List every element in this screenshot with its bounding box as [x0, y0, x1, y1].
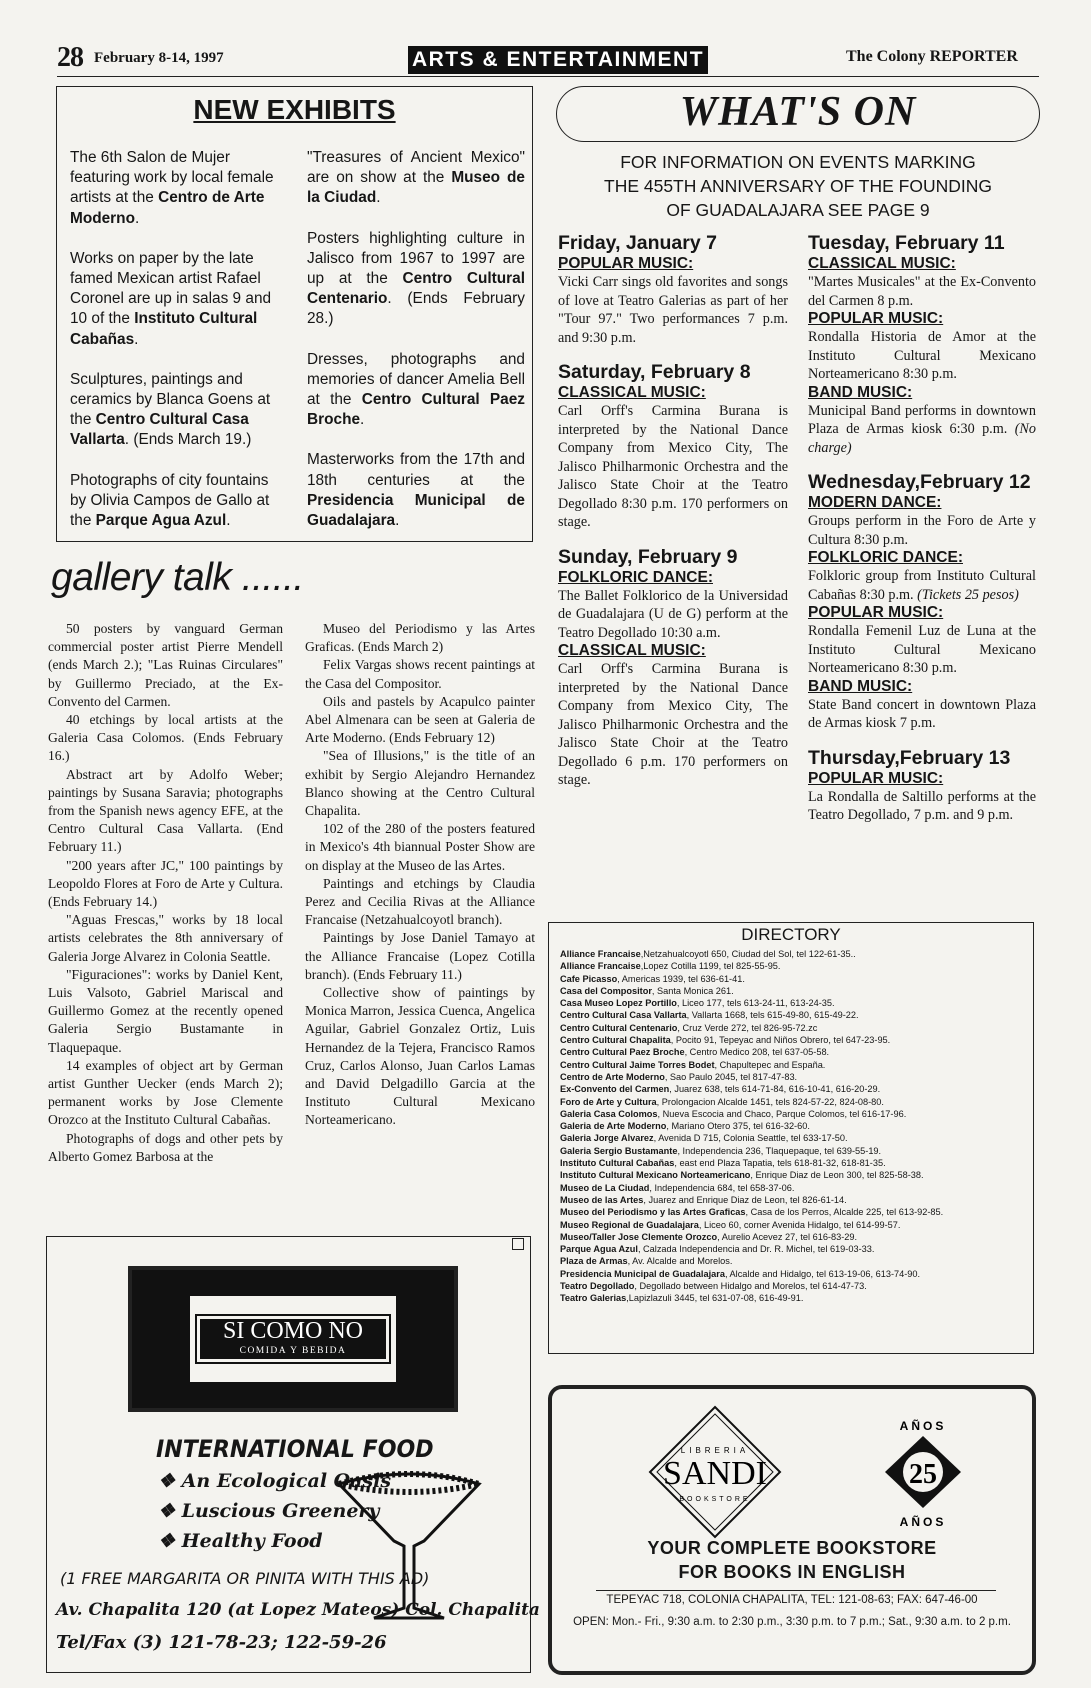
exhibit-item [70, 471, 288, 532]
directory-venue: Museo de La Ciudad [560, 1182, 650, 1193]
section-banner: ARTS & ENTERTAINMENT [408, 46, 708, 74]
directory-venue: Instituto Cultural Cabañas [560, 1158, 675, 1169]
gallery-item: Museo del Periodismo y las Artes Graficas. (Ends March 2) [305, 621, 535, 655]
exhibit-venue: Instituto Cultural Cabañas [70, 310, 258, 348]
directory-venue: Galeria de Arte Moderno [560, 1121, 667, 1132]
gallery-item: Oils and pastels by Acapulco painter Abel Almenara can be seen at Galeria de Arte Moderno. (Ends February 12) [305, 693, 535, 746]
directory-entry [560, 1022, 1030, 1034]
exhibit-text: Works on paper by the late famed Mexican artist Rafael Coronel are up in salas 9 and 10 of the [70, 249, 272, 328]
directory-venue: Plaza de Armas [560, 1256, 628, 1267]
note-line: FOR INFORMATION ON EVENTS MARKING [620, 152, 976, 172]
restaurant-promo: (1 FREE MARGARITA OR PINITA WITH THIS AD) [60, 1569, 430, 1588]
directory-venue: Casa Museo Lopez Portillo [560, 998, 677, 1009]
directory-details: , Centro Medico 208, tel 637-05-58. [684, 1047, 830, 1058]
exhibit-text: Sculptures, paintings and ceramics by Blanca Goens at the [70, 370, 271, 429]
directory-details: , Americas 1939, tel 636-61-41. [617, 973, 745, 984]
directory-venue: Museo de las Artes [560, 1194, 644, 1205]
gallery-item: Collective show of paintings by Monica Marron, Jessica Cuenca, Angelica Aguilar, Gabriel Gonzalez Ortiz, Luis Hernandez de la Tejera, Francisco Ramos Cruz, Carlos Alonso, Juan Carlos Lamas and David Delgadillo Garcia at the Instituto Cultural Mexicano Norteamericano. [305, 985, 535, 1128]
page-number: 28 [57, 42, 83, 73]
note-line: THE 455TH ANNIVERSARY OF THE FOUNDING [604, 176, 992, 196]
event-day: Thursday,February 13 [808, 746, 1011, 769]
event-category: FOLKLORIC DANCE: [808, 549, 963, 566]
directory-details: , Alcalde and Hidalgo, tel 613-19-06, 613-74-90. [724, 1268, 921, 1279]
exhibit-item [307, 350, 525, 431]
directory-details: , Juarez 638, tels 614-71-84, 616-10-41, 616-20-29. [669, 1084, 881, 1095]
directory-entry [560, 997, 1030, 1009]
directory-venue: Cafe Picasso [560, 973, 618, 984]
directory-details: ,Lapizlazuli 3445, tel 631-07-08, 616-49-91. [626, 1293, 804, 1304]
directory-details: , Av. Alcalde and Morelos. [627, 1256, 733, 1267]
directory-entry [560, 1071, 1030, 1083]
header-rule [57, 76, 1039, 77]
exhibit-text: . [360, 411, 365, 429]
event-text: Vicki Carr sings old favorites and songs of love at Teatro Galerias as part of her "Tour 97." Two performances 7 p.m. and 9:30 p.m. [558, 274, 788, 346]
gallery-talk-right-column [305, 620, 535, 1130]
exhibit-text: . (Ends March 19.) [124, 431, 252, 449]
bookstore-hours: OPEN: Mon.- Fri., 9:30 a.m. to 2:30 p.m., 3:30 p.m. to 7 p.m.; Sat., 9:30 a.m. to 2 p.m. [573, 1616, 1011, 1628]
event-day: Sunday, February 9 [558, 545, 738, 568]
gallery-talk-title: gallery talk ...... [51, 556, 304, 599]
restaurant-name: SI COMO NO [222, 1318, 363, 1344]
directory-venue: Presidencia Municipal de Guadalajara [560, 1268, 725, 1279]
event-day: Tuesday, February 11 [808, 232, 1005, 254]
directory-details: ,Lopez Cotilla 1199, tel 825-55-95. [640, 961, 781, 972]
event-description [808, 402, 1036, 458]
directory-entry [560, 1120, 1030, 1132]
directory-venue: Teatro Galerias [560, 1293, 627, 1304]
directory-details: , Chapultepec and España. [714, 1059, 826, 1070]
gallery-item: 50 posters by vanguard German commercial poster artist Pierre Mendell (ends March 2.); "Las Ruinas Circulares" by Guillermo Preciado, at the Ex-Convento del Carmen. [48, 621, 283, 709]
directory-venue: Centro Cultural Jaime Torres Bodet [560, 1059, 715, 1070]
directory-details: , Independencia 236, Tlaquepaque, tel 639-55-19. [677, 1145, 882, 1156]
event-category: MODERN DANCE: [808, 494, 942, 511]
directory-entry [560, 1182, 1030, 1194]
directory-entry [560, 948, 1030, 960]
new-exhibits-left-column [70, 148, 288, 551]
exhibit-item [307, 229, 525, 330]
directory-entry [560, 1145, 1030, 1157]
exhibit-venue: Centro Cultural Paez Broche [307, 391, 525, 429]
event-description [808, 788, 1036, 825]
directory-venue: Alliance Francaise [560, 949, 641, 959]
event-day: Friday, January 7 [558, 232, 717, 254]
bookstore-bottom-arc: BOOKSTORE [679, 1496, 751, 1503]
directory-venue: Foro de Arte y Cultura [560, 1096, 657, 1107]
directory-details: , Aurelio Acevez 27, tel 616-83-29. [717, 1231, 858, 1242]
directory-entry [560, 1219, 1030, 1231]
event-text: Carl Orff's Carmina Burana is interpreted by the National Dance Company from Mexico City, The Jalisco Philharmonic Orchestra and the Jalisco State Choir at the Teatro Degollado 8:30 p.m. 170 performers on stage. [558, 403, 788, 530]
restaurant-subtitle: COMIDA Y BEBIDA [239, 1346, 347, 1356]
event-description [808, 328, 1036, 384]
directory-entry [560, 1206, 1030, 1218]
directory-entry [560, 1096, 1030, 1108]
exhibit-text: . [376, 189, 381, 207]
directory-details: , Enrique Diaz de Leon 300, tel 825-58-38. [750, 1170, 924, 1181]
directory-details: , Santa Monica 261. [651, 985, 734, 996]
directory-venue: Museo/Taller Jose Clemente Orozco [560, 1231, 718, 1242]
event-text: State Band concert in downtown Plaza de Armas kiosk 7 p.m. [808, 696, 1036, 731]
restaurant-phone: Tel/Fax (3) 121-78-23; 122-59-26 [56, 1632, 387, 1653]
directory-venue: Centro Cultural Centenario [560, 1022, 678, 1033]
event-description [808, 512, 1036, 549]
directory-entry [560, 1268, 1030, 1280]
directory-details: , Liceo 177, tels 613-24-11, 613-24-35. [676, 998, 835, 1009]
directory-details: , Vallarta 1668, tels 615-49-80, 615-49-22. [686, 1010, 859, 1021]
exhibit-text: Dresses, photographs and memories of dancer Amelia Bell at the [307, 350, 525, 409]
directory-venue: Ex-Convento del Carmen [560, 1084, 670, 1095]
directory-details: , east end Plaza Tapatia, tels 618-81-32, 618-81-35. [674, 1158, 886, 1169]
bookstore-name: SANDI [663, 1455, 767, 1492]
exhibit-item [307, 450, 525, 531]
event-text: Rondalla Historia de Amor at the Instituto Cultural Mexicano Norteamericano 8:30 p.m. [808, 329, 1036, 382]
directory-entry [560, 1132, 1030, 1144]
directory-venue: Museo Regional de Guadalajara [560, 1219, 699, 1230]
bookstore-rule [596, 1590, 996, 1591]
exhibit-text: Photographs of city fountains by Olivia Campos de Gallo at the [70, 471, 270, 530]
event-category: POPULAR MUSIC: [558, 255, 694, 272]
event-text: Rondalla Femenil Luz de Luna at the Instituto Cultural Mexicano Norteamericano 8:30 p.m. [808, 623, 1036, 676]
directory-venue: Galeria Jorge Alvarez [560, 1133, 654, 1144]
directory-venue: Centro de Arte Moderno [560, 1071, 665, 1082]
directory-entry [560, 1280, 1030, 1292]
event-category: FOLKLORIC DANCE: [558, 568, 713, 586]
exhibit-text: . [226, 512, 231, 530]
badge-number: 25 [909, 1459, 937, 1490]
event-description [808, 696, 1036, 733]
restaurant-headline: INTERNATIONAL FOOD [156, 1435, 434, 1463]
event-text: Folkloric group from Instituto Cultural Cabañas 8:30 p.m. [808, 568, 1036, 603]
exhibit-venue: Centro de Arte Moderno [70, 189, 265, 227]
directory-details: , Prolongacion Alcalde 1451, tels 824-57-22, 824-08-80. [656, 1096, 884, 1107]
exhibit-text: . (Ends February 28.) [307, 290, 525, 328]
directory-entry [560, 960, 1030, 972]
directory-details: , Juarez and Enrique Diaz de Leon, tel 826-61-14. [643, 1194, 847, 1205]
exhibit-item [70, 148, 288, 229]
event-text: Carl Orff's Carmina Burana is interpreted by the National Dance Company from Mexico City, The Jalisco Philharmonic Orchestra and the Jalisco State Choir at the Teatro Degollado 6 p.m. 170 performers on stage. [558, 661, 788, 788]
gallery-item: 102 of the 280 of the posters featured in Mexico's 4th biannual Poster Show are on display at the Museo de las Artes. [305, 821, 535, 873]
directory-details: , Casa de los Perros, Alcalde 225, tel 613-92-85. [745, 1207, 944, 1218]
directory-entry [560, 1034, 1030, 1046]
directory-venue: Centro Cultural Paez Broche [560, 1047, 685, 1058]
gallery-item: "200 years after JC," 100 paintings by Leopoldo Flores at Foro de Arte y Cultura. (Ends February 14.) [48, 857, 283, 910]
directory-venue: Galeria Casa Colomos [560, 1108, 658, 1119]
directory-venue: Centro Cultural Chapalita [560, 1035, 671, 1046]
directory-venue: Galeria Sergio Bustamante [560, 1145, 678, 1156]
exhibit-venue: Parque Agua Azul [95, 512, 227, 530]
event-text: Municipal Band performs in downtown Plaza de Armas kiosk 6:30 p.m. [808, 402, 1036, 437]
directory-venue: Teatro Degollado [560, 1281, 635, 1292]
exhibit-text: The 6th Salon de Mujer featuring work by local female artists at the [70, 149, 274, 207]
directory-entry [560, 1157, 1030, 1169]
event-category: BAND MUSIC: [808, 677, 913, 695]
gallery-item: 14 examples of object art by German artist Gunther Uecker (ends March 2); permanent works by Jose Clemente Orozco at the Instituto Cultural Cabañas. [48, 1057, 283, 1128]
event-day: Wednesday,February 12 [808, 471, 1031, 493]
directory-details: , Pocito 91, Tepeyac and Niños Obrero, tel 647-23-95. [670, 1035, 891, 1046]
restaurant-address: Av. Chapalita 120 (at Lopez Mateos) Col. Chapalita [56, 1600, 540, 1620]
badge-bottom-text: AÑOS [899, 1515, 947, 1528]
directory-details: , Avenida D 715, Colonia Seattle, tel 633-17-50. [653, 1133, 848, 1144]
directory-entry [560, 1059, 1030, 1071]
event-text: Groups perform in the Foro de Arte y Cultura 8:30 p.m. [808, 513, 1036, 548]
directory-entry [560, 1231, 1030, 1243]
event-description [558, 587, 788, 643]
directory-entry [560, 1255, 1030, 1267]
directory-list [560, 948, 1030, 1305]
whats-on-right-column [808, 232, 1036, 825]
exhibit-venue: Museo de la Ciudad [307, 169, 525, 207]
exhibit-text: . [395, 512, 400, 530]
exhibit-text: . [134, 330, 139, 348]
directory-venue: Museo del Periodismo y las Artes Graficas [560, 1207, 746, 1218]
event-description [808, 567, 1036, 604]
event-description [558, 402, 788, 532]
event-category: BAND MUSIC: [808, 383, 913, 401]
publication-name: The Colony REPORTER [846, 48, 1018, 65]
directory-entry [560, 1009, 1030, 1021]
badge-top-text: AÑOS [899, 1419, 947, 1433]
gallery-item: Abstract art by Adolfo Weber; paintings by Susana Saravia; photographs from the Spanish news agency EFE, at the Centro Cultural Casa Vallarta. (End February 11.) [48, 766, 283, 855]
gallery-item: "Sea of Illusions," is the title of an exhibit by Sergio Alejandro Hernandez Blanco showing at the Centro Cultural Chapalita. [305, 748, 535, 819]
directory-details: , Cruz Verde 272, tel 826-95-72.zc [677, 1022, 818, 1033]
exhibit-text: Posters highlighting culture in Jalisco from 1967 to 1997 are up at the [307, 229, 525, 288]
directory-venue: Parque Agua Azul [560, 1244, 638, 1255]
directory-venue: Casa del Compositor [560, 985, 652, 996]
directory-details: , Mariano Otero 375, tel 616-32-60. [666, 1121, 810, 1132]
gallery-item: Paintings and etchings by Claudia Perez and Cecilia Rivas at the Alliance Francaise (Netzahualcoyotl branch). [305, 875, 535, 928]
exhibit-venue: Presidencia Municipal de Guadalajara [307, 491, 525, 530]
directory-details: , Liceo 60, corner Avenida Hidalgo, tel 614-99-57. [698, 1219, 901, 1230]
event-category: CLASSICAL MUSIC: [558, 642, 706, 659]
event-category: POPULAR MUSIC: [808, 604, 944, 621]
directory-entry [560, 1083, 1030, 1095]
exhibit-venue: Centro Cultural Casa Vallarta [70, 411, 249, 449]
exhibit-text: Masterworks from the 17th and 18th centuries at the [307, 451, 525, 489]
exhibit-text: . [134, 209, 140, 227]
event-description [808, 273, 1036, 310]
bookstore-logo [648, 1405, 782, 1539]
event-text: The Ballet Folklorico de la Universidad de Guadalajara (U de G) perform at the Teatro Degollado 10:30 a.m. [558, 587, 788, 641]
directory-entry [560, 1194, 1030, 1206]
directory-venue: Instituto Cultural Mexicano Norteamericano [560, 1170, 751, 1181]
directory-details: , Nueva Escocia and Chaco, Parque Colomos, tel 616-17-96. [657, 1108, 907, 1119]
directory-details: , Independencia 684, tel 658-37-06. [649, 1182, 795, 1193]
gallery-item: Photographs of dogs and other pets by Alberto Gomez Barbosa at the [48, 1130, 283, 1164]
directory-entry [560, 1169, 1030, 1181]
gallery-item: Felix Vargas shows recent paintings at the Casa del Compositor. [305, 657, 535, 691]
event-description [808, 622, 1036, 678]
new-exhibits-right-column [307, 148, 525, 551]
restaurant-bullet: ❖ Healthy Food [158, 1530, 323, 1552]
directory-details: , Sao Paulo 2045, tel 817-47-83. [664, 1071, 798, 1082]
exhibit-item [70, 370, 288, 451]
bookstore-top-arc: LIBRERIA [680, 1446, 750, 1455]
whats-on-note [556, 150, 1040, 222]
directory-details: , Calzada Independencia and Dr. R. Michel, tel 619-03-33. [637, 1244, 875, 1255]
event-description [558, 660, 788, 790]
directory-entry [560, 1243, 1030, 1255]
event-category: CLASSICAL MUSIC: [808, 255, 956, 272]
event-text: La Rondalla de Saltillo performs at the Teatro Degollado, 7 p.m. and 9 p.m. [808, 788, 1036, 823]
event-note: (No charge) [808, 421, 1036, 456]
bookstore-address: TEPEYAC 718, COLONIA CHAPALITA, TEL: 121-08-63; FAX: 647-46-00 [606, 1594, 978, 1606]
anniversary-badge [878, 1416, 968, 1528]
bookstore-slogan: YOUR COMPLETE BOOKSTORE [647, 1538, 937, 1558]
new-exhibits-title: NEW EXHIBITS [193, 94, 396, 125]
directory-venue: Centro Cultural Casa Vallarta [560, 1010, 687, 1021]
note-line: OF GUADALAJARA SEE PAGE 9 [666, 200, 930, 220]
restaurant-bullet: ❖ An Ecological Oasis [158, 1470, 392, 1492]
gallery-talk-left-column [48, 620, 283, 1166]
bookstore-slogan: FOR BOOKS IN ENGLISH [678, 1562, 906, 1582]
directory-entry [560, 973, 1030, 985]
directory-entry [560, 985, 1030, 997]
directory-entry [560, 1292, 1030, 1304]
event-text: "Martes Musicales" at the Ex-Convento del Carmen 8 p.m. [808, 274, 1036, 309]
gallery-item: Paintings by Jose Daniel Tamayo at the Alliance Francaise (Lopez Cotilla branch). (Ends February 11.) [305, 930, 535, 982]
directory-title: DIRECTORY [741, 925, 841, 944]
issue-date: February 8-14, 1997 [94, 50, 224, 66]
exhibit-item [70, 249, 288, 350]
exhibit-text: "Treasures of Ancient Mexico" are on show at the [307, 149, 525, 187]
event-category: POPULAR MUSIC: [808, 310, 944, 327]
gallery-item: "Figuraciones": works by Daniel Kent, Luis Valsoto, Gabriel Mariscal and Guillermo Gomez at the recently opened Galeria Sergio Bustamante in Tlaquepaque. [48, 966, 283, 1055]
exhibit-venue: Centro Cultural Centenario [307, 270, 525, 308]
restaurant-bullet: ❖ Luscious Greenery [158, 1500, 380, 1522]
directory-details: ,Netzahualcoyotl 650, Ciudad del Sol, tel 122-61-35.. [640, 949, 856, 959]
whats-on-left-column [558, 232, 788, 790]
directory-venue: Alliance Francaise [560, 961, 641, 972]
gallery-item: 40 etchings by local artists at the Galeria Casa Colomos. (Ends February 16.) [48, 712, 283, 764]
whats-on-title: WHAT'S ON [679, 89, 917, 135]
event-day: Saturday, February 8 [558, 361, 751, 383]
directory-entry [560, 1046, 1030, 1058]
event-note: (Tickets 25 pesos) [913, 586, 1019, 603]
gallery-item: "Aguas Frescas," works by 18 local artists celebrates the 8th anniversary of Galeria Jorge Alvarez in Colonia Seattle. [48, 912, 283, 964]
event-description [558, 273, 788, 347]
event-category: CLASSICAL MUSIC: [558, 384, 706, 401]
event-category: POPULAR MUSIC: [808, 769, 944, 787]
exhibit-item [307, 148, 525, 209]
directory-details: , Degollado between Hidalgo and Morelos, tel 614-47-73. [634, 1281, 867, 1292]
directory-entry [560, 1108, 1030, 1120]
